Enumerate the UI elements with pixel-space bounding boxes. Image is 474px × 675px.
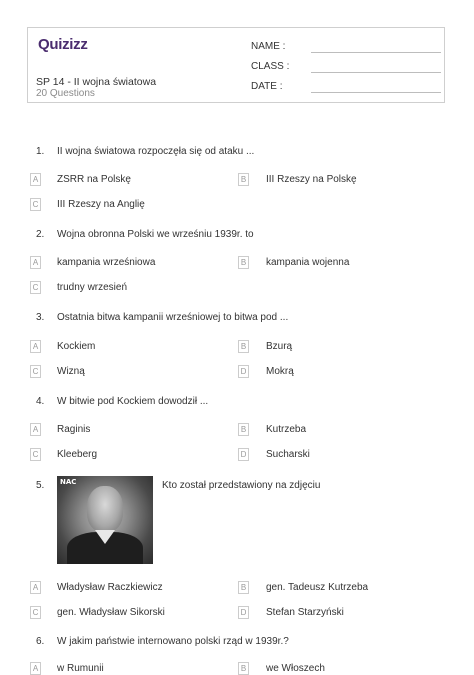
option-letter: B (238, 662, 249, 675)
option-letter: A (30, 581, 41, 594)
question-number: 2. (36, 229, 45, 240)
worksheet-header (27, 27, 445, 103)
option-text: Kleeberg (57, 449, 98, 460)
photo-figure-head (87, 486, 123, 532)
question-text: W jakim państwie internowano polski rząd w 1939r.? (57, 636, 289, 647)
option-text: Stefan Starzyński (266, 607, 344, 618)
option-text: Kockiem (57, 341, 96, 352)
name-label: NAME : (251, 41, 286, 52)
option-letter: B (238, 256, 249, 269)
option-letter: B (238, 340, 249, 353)
option-text: Raginis (57, 424, 91, 435)
worksheet-title: SP 14 - II wojna światowa (36, 76, 157, 88)
question-text: II wojna światowa rozpoczęła się od ataku ... (57, 146, 255, 157)
option-text: we Włoszech (266, 663, 325, 674)
option-text: III Rzeszy na Anglię (57, 199, 145, 210)
question-number: 5. (36, 480, 45, 491)
option-letter: B (238, 581, 249, 594)
question-text: Ostatnia bitwa kampanii wrześniowej to bitwa pod ... (57, 312, 289, 323)
photo-watermark: NAC (60, 478, 77, 486)
option-letter: B (238, 173, 249, 186)
question-number: 4. (36, 396, 45, 407)
option-text: Władysław Raczkiewicz (57, 582, 163, 593)
name-field (251, 41, 285, 52)
option-letter: D (238, 606, 249, 619)
portrait-photo (57, 476, 153, 564)
option-text: Sucharski (266, 449, 310, 460)
option-letter: C (30, 606, 41, 619)
question-number: 6. (36, 636, 45, 647)
option-letter: C (30, 448, 41, 461)
option-text: gen. Tadeusz Kutrzeba (266, 582, 369, 593)
class-field (251, 61, 289, 72)
option-letter: A (30, 423, 41, 436)
option-letter: A (30, 173, 41, 186)
name-line (311, 52, 441, 53)
option-text: III Rzeszy na Polskę (266, 174, 357, 185)
option-letter: A (30, 662, 41, 675)
option-letter: C (30, 365, 41, 378)
option-letter: C (30, 281, 41, 294)
class-line (311, 72, 441, 73)
question-text: Wojna obronna Polski we wrześniu 1939r. to (57, 229, 254, 240)
option-text: trudny wrzesień (57, 282, 128, 293)
option-text: ZSRR na Polskę (57, 174, 131, 185)
question-number: 1. (36, 146, 45, 157)
class-label: CLASS : (251, 61, 290, 72)
question-count: 20 Questions (36, 88, 95, 99)
option-text: kampania wojenna (266, 257, 350, 268)
option-letter: A (30, 340, 41, 353)
question-text: Kto został przedstawiony na zdjęciu (162, 480, 321, 491)
option-letter: D (238, 365, 249, 378)
date-field (251, 81, 282, 92)
option-text: Wizną (57, 366, 85, 377)
option-text: Mokrą (266, 366, 294, 377)
option-text: kampania wrześniowa (57, 257, 156, 268)
date-label: DATE : (251, 81, 283, 92)
option-text: Bzurą (266, 341, 293, 352)
option-letter: B (238, 423, 249, 436)
option-text: gen. Władysław Sikorski (57, 607, 165, 618)
question-text: W bitwie pod Kockiem dowodził ... (57, 396, 209, 407)
option-text: w Rumunii (57, 663, 104, 674)
quizizz-logo: Quizizz (38, 36, 88, 53)
option-text: Kutrzeba (266, 424, 307, 435)
option-letter: A (30, 256, 41, 269)
question-number: 3. (36, 312, 45, 323)
option-letter: C (30, 198, 41, 211)
date-line (311, 92, 441, 93)
option-letter: D (238, 448, 249, 461)
